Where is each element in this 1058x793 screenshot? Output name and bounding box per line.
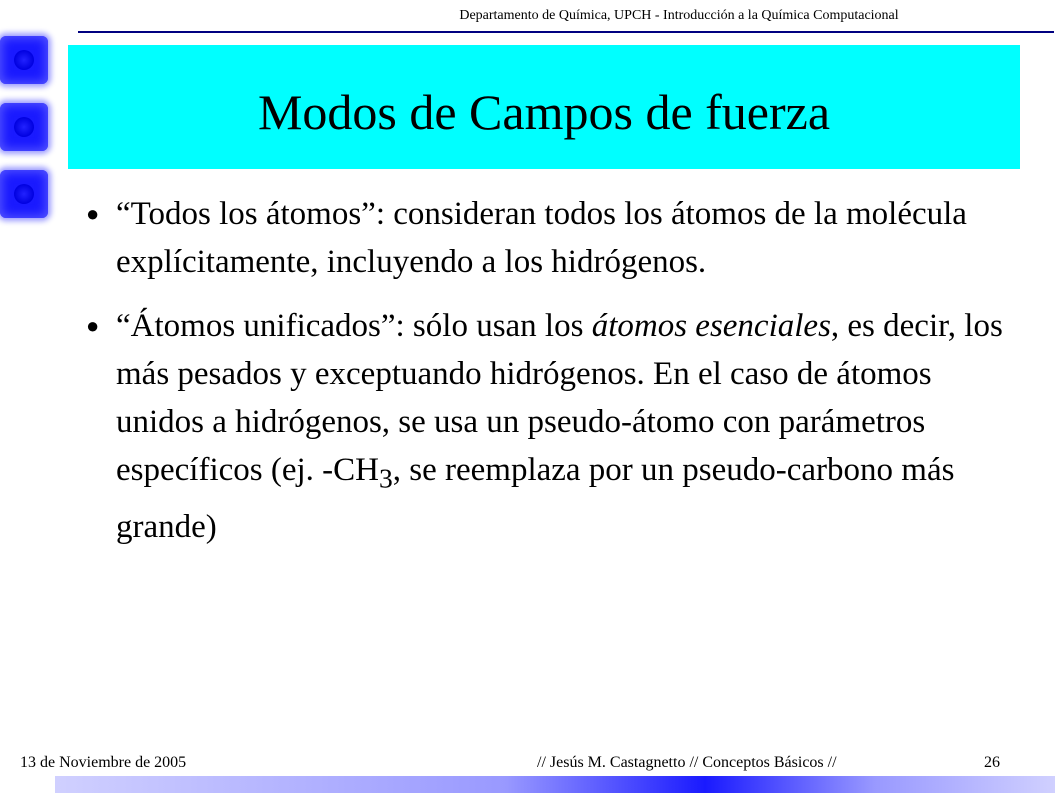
header-rule	[78, 31, 1054, 33]
bullet-item-1	[86, 190, 1016, 286]
subscript-number: 3	[379, 462, 393, 494]
decorative-square-1	[0, 36, 48, 84]
bullet-text: “Todos los átomos”: consideran todos los átomos de la molécula explícitamente, incluyendo a los hidrógenos.	[116, 196, 967, 280]
bullet-text-part: , es decir, los más pesados y exceptuando hidrógenos. En el caso de átomos unidos a hidrógenos, se usa un pseudo-átomo con parámetros específicos (ej. -CH	[116, 308, 1003, 488]
decorative-square-2	[0, 103, 48, 151]
footer-date: 13 de Noviembre de 2005	[20, 754, 187, 771]
bullet-list	[86, 190, 1016, 567]
header-text: Departamento de Química, UPCH - Introducción a la Química Computacional	[459, 8, 899, 23]
bullet-dot-icon: ●	[86, 313, 100, 338]
bullet-dot-icon: ●	[86, 201, 100, 226]
decorative-square-3	[0, 170, 48, 218]
footer-gradient-bar	[55, 776, 1055, 793]
bullet-italic-term: átomos esenciales	[591, 308, 831, 344]
title-banner	[68, 45, 1020, 169]
bullet-text-part: “Átomos unificados”: sólo usan los	[116, 308, 592, 344]
slide-title: Modos de Campos de fuerza	[257, 84, 831, 140]
bullet-item-2	[86, 302, 1016, 551]
bullet-text-part: , se reemplaza por un pseudo-carbono más grande)	[116, 452, 955, 545]
page-number: 26	[984, 754, 1000, 771]
footer-author: // Jesús M. Castagnetto // Conceptos Básicos //	[537, 754, 837, 771]
